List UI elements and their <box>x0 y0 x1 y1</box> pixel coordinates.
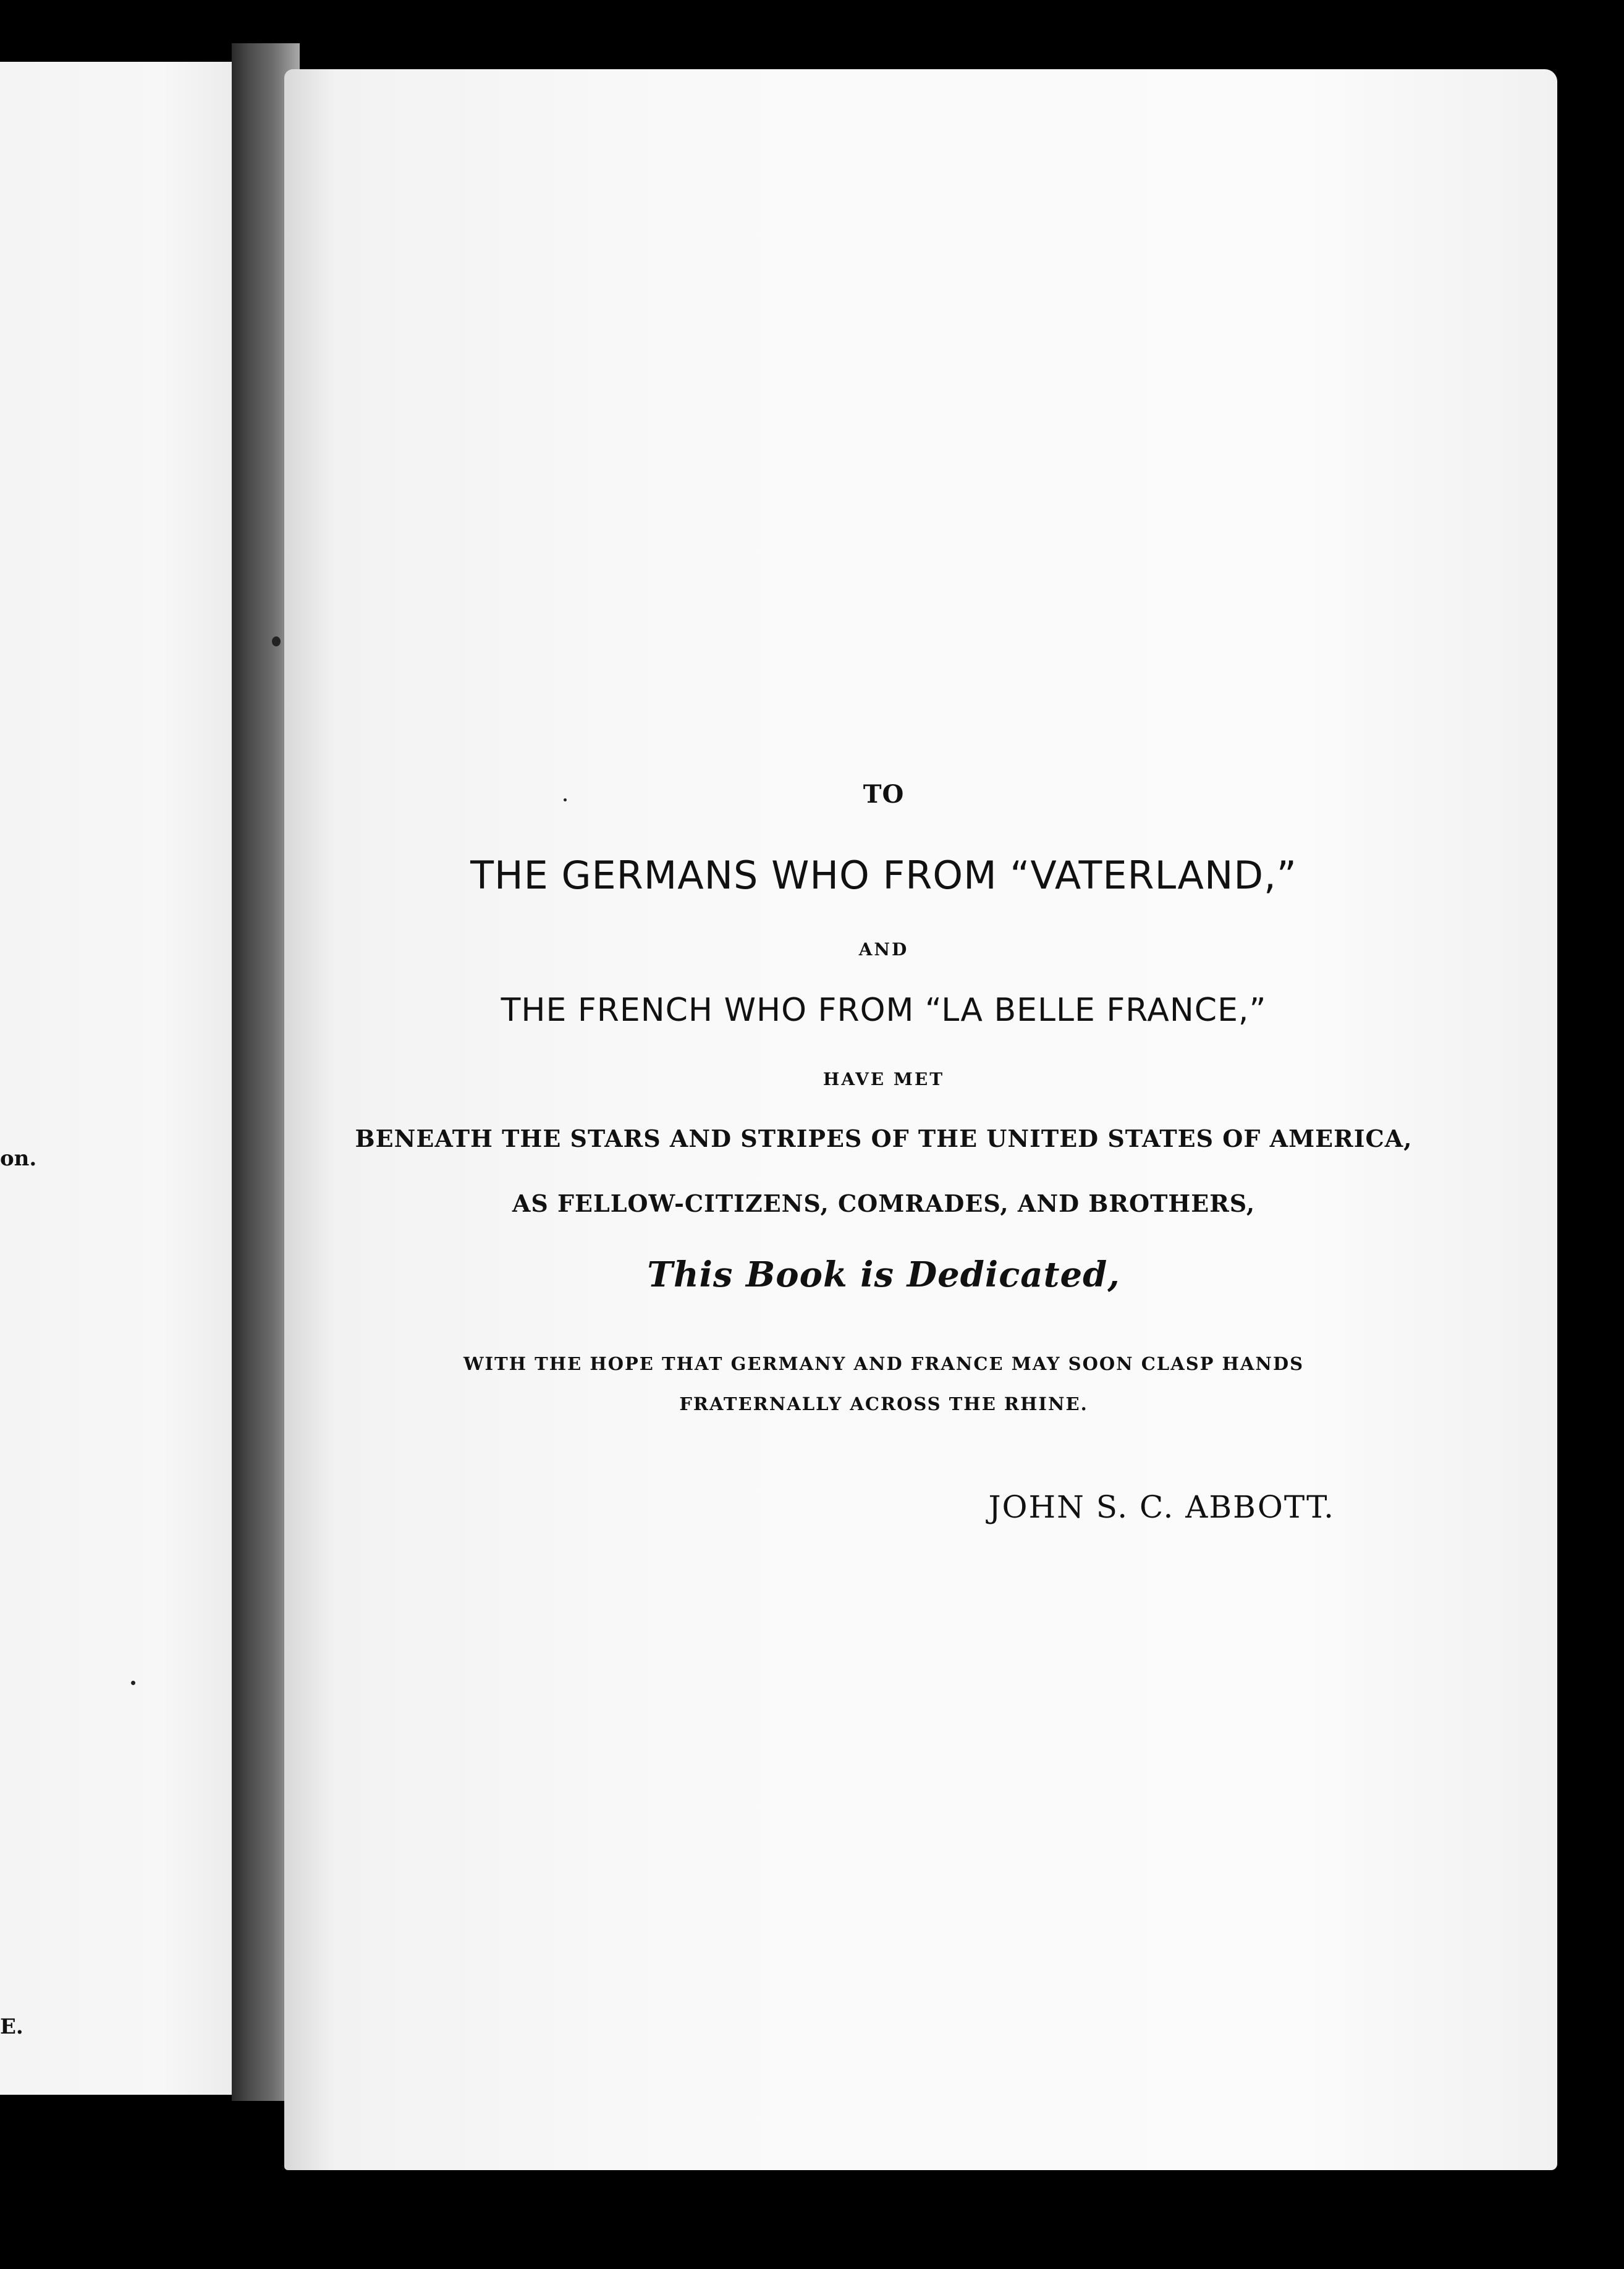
dedication-to: TO <box>863 780 905 809</box>
ink-speck <box>131 1681 135 1685</box>
author-signature: JOHN S. C. ABBOTT. <box>988 1489 1335 1525</box>
dedication-beneath: BENEATH THE STARS AND STRIPES OF THE UNITED STATES OF AMERICA, <box>355 1125 1413 1152</box>
dedication-and: AND <box>858 939 909 960</box>
dedication-have-met: HAVE MET <box>823 1069 945 1089</box>
dedication-germans: THE GERMANS WHO FROM “VATERLAND,” <box>470 853 1297 898</box>
dedication-fellow-citizens: AS FELLOW-CITIZENS, COMRADES, AND BROTHERS, <box>512 1189 1256 1217</box>
left-page <box>0 62 233 2095</box>
ink-speck <box>272 636 281 646</box>
dedication-french: THE FRENCH WHO FROM “LA BELLE FRANCE,” <box>501 992 1267 1029</box>
dedication-rhine: FRATERNALLY ACROSS THE RHINE. <box>679 1393 1088 1414</box>
left-page-fragment: on. <box>0 1146 37 1171</box>
dedication-hope: WITH THE HOPE THAT GERMANY AND FRANCE MAY SOON CLASP HANDS <box>463 1353 1305 1374</box>
left-page-fragment: E. <box>0 2014 23 2039</box>
right-page <box>284 69 1557 2170</box>
dedication-book-dedicated: This Book is Dedicated, <box>647 1254 1120 1295</box>
